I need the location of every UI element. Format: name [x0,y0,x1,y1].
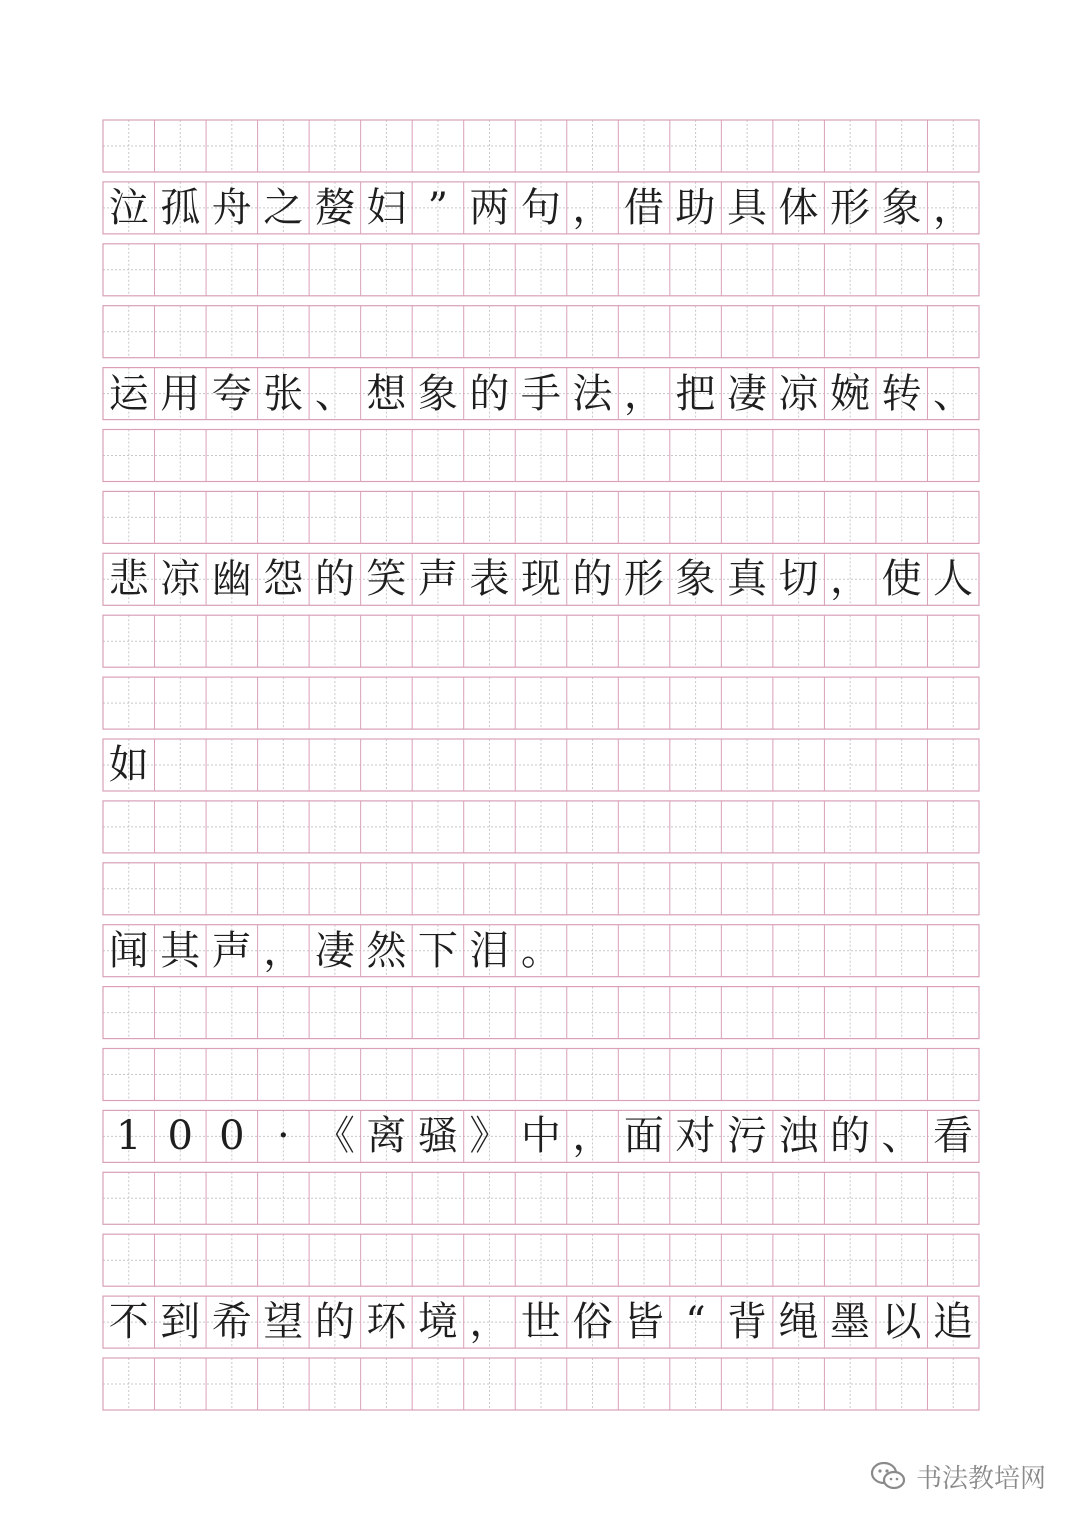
grid-character: 俗 [572,1299,613,1346]
text-row [103,182,979,234]
grid-character: 环 [366,1299,407,1346]
grid-character: 、 [314,370,355,417]
grid-character: 境 [417,1299,458,1346]
grid-row [103,1172,979,1224]
grid-character: 皆 [623,1299,664,1346]
grid-character: 的 [572,556,613,603]
grid-character: 。 [520,927,561,974]
watermark [870,1456,1046,1496]
grid-character: 表 [469,556,510,603]
grid-character: 象 [417,370,458,417]
grid-character: “ [685,1299,706,1346]
grid-character: 借 [623,184,664,231]
text-row [103,1296,979,1348]
grid-row [103,306,979,358]
grid-character: 的 [314,1299,355,1346]
text-row [103,368,979,420]
grid-character: 、 [933,370,973,417]
watermark-text: 书法教培网 [916,1463,1047,1494]
grid-character: 看 [933,1113,973,1160]
grid-character: 张 [263,370,304,417]
grid-character: 泣 [108,184,149,231]
grid-character: 以 [881,1299,922,1346]
grid-character: 凉 [160,556,201,603]
grid-character: 之 [263,184,304,231]
grid-character: ， [623,370,664,417]
grid-character: 舟 [211,184,252,231]
grid-character: 其 [160,927,201,974]
grid-character: ， [829,556,870,603]
grid-character: 如 [108,742,149,788]
grid-character: ， [469,1299,510,1346]
grid-character: 然 [366,927,407,974]
grid-character: 的 [469,370,510,417]
text-row [103,739,979,791]
grid-character: 转 [881,370,922,417]
grid-character: · [276,1113,290,1160]
grid-character: 骚 [417,1113,458,1160]
grid-character: 0 [219,1113,245,1160]
grid-character: 泪 [469,927,510,974]
grid-character: 孤 [160,184,201,231]
grid-character: 切 [778,556,819,603]
grid-character: 妇 [366,184,407,231]
grid-row [103,1234,979,1286]
grid-character: 的 [314,556,355,603]
grid-row [103,615,979,667]
grid-character: 助 [675,184,716,231]
grid-character: 绳 [778,1299,819,1346]
grid-character: 形 [623,556,664,603]
grid-character: 1 [116,1113,142,1160]
grid-row [103,801,979,853]
grid-character: 把 [675,370,716,417]
grid-character: 悲 [108,556,149,603]
grid-character: 想 [366,370,407,417]
grid-character: 墨 [829,1299,870,1346]
grid-row [103,987,979,1039]
grid-character: 希 [211,1299,252,1346]
grid-character: 笑 [366,556,407,603]
grid-character: 污 [726,1113,767,1160]
grid-character: 用 [160,370,201,417]
grid-character: 怨 [263,556,304,603]
grid-character: ， [572,184,613,231]
grid-character: 具 [726,184,767,231]
grid-character: 浊 [778,1113,819,1160]
grid-character: 象 [675,556,716,603]
grid-character: 世 [520,1299,561,1346]
grid-character: 使 [881,556,922,603]
grid-character: 追 [933,1299,973,1346]
grid-row [103,491,979,543]
grid-character: 中 [520,1113,561,1160]
grid-character: ， [933,184,973,231]
grid-character: 下 [417,927,458,974]
grid-character: 、 [881,1113,922,1160]
grid-character: ” [427,184,449,231]
grid-row [103,677,979,729]
grid-character: 幽 [211,556,252,603]
grid-row [103,244,979,296]
grid-character: 对 [675,1113,716,1160]
grid-character: 夸 [211,370,252,417]
grid-character: 到 [160,1299,201,1346]
grid-character: 运 [108,370,149,417]
grid-character: 离 [366,1113,407,1160]
grid-character: 婉 [829,370,870,417]
grid-character: 闻 [108,927,149,974]
grid-character: 形 [829,184,870,231]
grid-character: 《 [314,1113,355,1160]
text-row [103,925,979,977]
text-row [103,553,979,605]
grid-character: 的 [829,1113,870,1160]
grid-character: 望 [263,1299,304,1346]
grid-character: 》 [469,1113,510,1160]
grid-character: 不 [108,1299,149,1346]
grid-row [103,430,979,482]
grid-character: 现 [520,556,561,603]
grid-character: 体 [778,184,819,231]
grid-character: ， [263,927,304,974]
grid-character: 凉 [778,370,819,417]
wechat-icon [870,1461,906,1491]
grid-row [103,863,979,915]
grid-character: 法 [572,370,613,417]
grid-character: ， [572,1113,613,1160]
grid-character: 人 [933,556,973,603]
grid-character: 0 [167,1113,193,1160]
grid-character: 嫠 [314,184,355,231]
grid-character: 象 [881,184,922,231]
grid-character: 凄 [314,927,355,974]
text-row [103,1110,979,1162]
grid-row [103,1358,979,1410]
grid-character: 背 [726,1299,767,1346]
grid-character: 凄 [726,370,767,417]
grid-character: 手 [520,370,561,417]
grid-row [103,1049,979,1101]
grid-character: 声 [211,927,252,974]
grid-character: 两 [469,184,510,231]
grid-character: 真 [726,556,767,603]
grid-character: 声 [417,556,458,603]
grid-row [103,120,979,172]
grid-character: 面 [623,1113,664,1160]
grid-character: 句 [520,184,561,231]
